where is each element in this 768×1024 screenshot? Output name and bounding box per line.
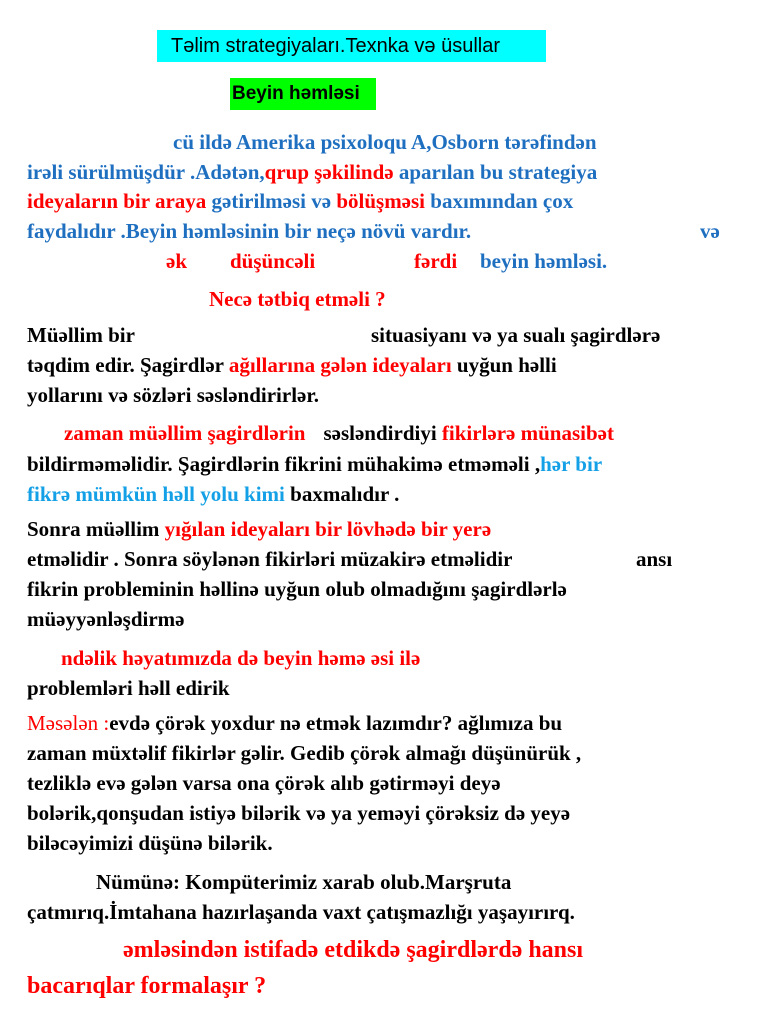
p2-highlight: hər bir xyxy=(540,452,603,476)
intro-line-1: cü ildə Amerika psixoloqu A,Osborn tərəfindən xyxy=(173,130,597,154)
p1-highlight: ağıllarına gələn ideyaları xyxy=(228,353,452,377)
p2-line-3 xyxy=(27,481,399,507)
intro-line-5b: düşüncəli xyxy=(230,249,316,273)
intro-text: irəli sürülmüşdür .Adətən, xyxy=(27,160,265,184)
intro-line-3 xyxy=(27,188,573,214)
p2-line-2 xyxy=(27,451,602,477)
question-line-1: əmləsindən istifadə etdikdə şagirdlərdə hansı xyxy=(123,937,584,963)
p3-highlight: yığılan ideyaları bir lövhədə bir yerə xyxy=(164,517,492,541)
intro-highlight: bölüşməsi xyxy=(336,189,426,213)
p1-line-1a: Müəllim bir xyxy=(27,323,135,347)
intro-line-5a: ək xyxy=(166,249,187,273)
p1-line-1b: situasiyanı və ya sualı şagirdlərə xyxy=(371,323,661,347)
p5-line-1 xyxy=(27,710,562,736)
how-heading: Necə tətbiq etməli ? xyxy=(209,287,386,311)
p5-line-2: zaman müxtəlif fikirlər gəlir. Gedib çörək almağı düşünürük , xyxy=(27,741,582,765)
question-line-2: bacarıqlar formalaşır ? xyxy=(27,973,267,999)
p3-line-1 xyxy=(27,516,491,542)
p1-text: uyğun həlli xyxy=(451,353,557,377)
p3-line-2a: etməlidir . Sonra söylənən fikirləri müzakirə etməlidir xyxy=(27,547,513,571)
intro-text: gətirilməsi xyxy=(206,189,306,213)
p5-highlight: Məsələn : xyxy=(27,711,110,735)
p5-line-5: biləcəyimizi düşünə bilərik. xyxy=(27,831,273,855)
intro-line-5d: beyin həmləsi. xyxy=(480,249,608,273)
p1-text: təqdim edir. Şagirdlər xyxy=(27,353,229,377)
p2-text: bildirməməlidir. Şagirdlərin fikrini mühakimə etməməli , xyxy=(27,452,541,476)
p3-text: Sonra müəllim xyxy=(27,517,165,541)
p2-highlight: fikirlərə münasibət xyxy=(441,421,614,445)
p1-line-3: yollarını və sözləri səsləndirirlər. xyxy=(27,383,320,407)
p2-highlight: fikrə mümkün həll yolu kimi xyxy=(27,482,285,506)
p2-text: səsləndirdiyi xyxy=(323,421,442,445)
p2-text: baxmalıdır . xyxy=(284,482,400,506)
p3-line-4: müəyyənləşdirmə xyxy=(27,607,185,631)
p4-line-1: ndəlik həyatımızda də beyin həmə əsi ilə xyxy=(61,646,421,670)
p3-line-2b: ansı xyxy=(636,547,673,571)
p6-line-2: çatmırıq.İmtahana hazırlaşanda vaxt çatışmazlığı yaşayırırq. xyxy=(27,900,575,924)
p5-line-3: tezliklə evə gələn varsa ona çörək alıb gətirməyi deyə xyxy=(27,771,501,795)
p2-line-1 xyxy=(64,420,614,446)
intro-line-4-end: və xyxy=(700,219,720,243)
intro-line-4: faydalıdır .Beyin həmləsinin bir neçə növü vardır. xyxy=(27,219,472,243)
section-subtitle: Beyin həmləsi xyxy=(230,78,376,110)
p3-line-3: fikrin probleminin həllinə uyğun olub olmadığını şagirdlərlə xyxy=(27,577,567,601)
intro-text: baxımından çox xyxy=(425,189,574,213)
p4-line-2: problemləri həll edirik xyxy=(27,676,230,700)
intro-text: aparılan bu strategiya xyxy=(393,160,598,184)
intro-line-2 xyxy=(27,159,597,185)
p5-line-4: bolərik,qonşudan istiyə bilərik və ya yeməyi çörəksiz də yeyə xyxy=(27,801,571,825)
page-title: Təlim strategiyaları.Texnka və üsullar xyxy=(157,30,546,62)
intro-text: və xyxy=(306,189,337,213)
p1-line-2 xyxy=(27,352,557,378)
intro-highlight: qrup şəkilində xyxy=(264,160,394,184)
p2-highlight: zaman müəllim şagirdlərin xyxy=(64,421,306,445)
intro-highlight: ideyaların bir araya xyxy=(27,189,207,213)
p6-line-1: Nümünə: Kompüterimiz xarab olub.Marşruta xyxy=(96,870,512,894)
p5-text: evdə çörək yoxdur nə etmək lazımdır? ağlımıza bu xyxy=(109,711,563,735)
intro-line-5c: fərdi xyxy=(414,249,458,273)
